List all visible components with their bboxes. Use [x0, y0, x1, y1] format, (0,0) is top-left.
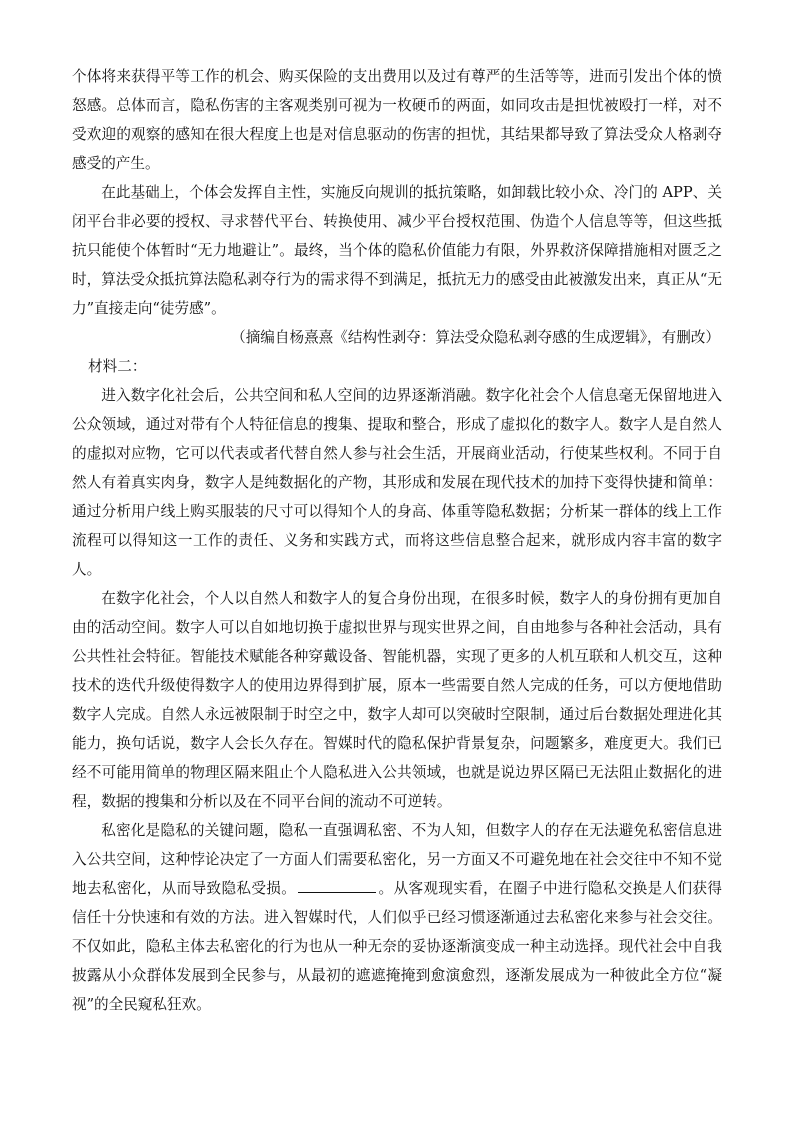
material-two-heading: 材料二： — [88, 358, 147, 375]
paragraph-5 — [72, 816, 722, 1019]
paragraph-3: 进入数字化社会后，公共空间和私人空间的边界逐渐消融。数字化社会个人信息毫无保留地进入公众领域，通过对带有个人特征信息的搜集、提取和整合，形成了虚拟化的数字人。数字人是自然人的虚拟对应物，它可以代表或者代替自然人参与社会生活，开展商业活动，行使某些权利。不同于自然人有着真实肉身，数字人是纯数据化的产物，其形成和发展在现代技术的加持下变得快捷和简单：通过分析用户线上购买服装的尺寸可以得知个人的身高、体重等隐私数据；分析某一群体的线上工作流程可以得知这一工作的责任、义务和实践方式，而将这些信息整合起来，就形成内容丰富的数字人。 — [72, 387, 722, 578]
paragraph-5-part-a: 私密化是隐私的关键问题，隐私一直强调私密、不为人知，但数字人的存在无法避免私密信息进入公共空间，这种悖论决定了一方面人们需要私密化，另一方面又不可避免地在社会交往中不知不觉地去私密化，从而导致隐私受损。 — [72, 822, 722, 897]
paragraph-4: 在数字化社会，个人以自然人和数字人的复合身份出现，在很多时候，数字人的身份拥有更加自由的活动空间。数字人可以自如地切换于虚拟世界与现实世界之间，自由地参与各种社会活动，具有公共性社会特征。智能技术赋能各种穿戴设备、智能机器，实现了更多的人机互联和人机交互，这种技术的迭代升级使得数字人的使用边界得到扩展，原本一些需要自然人完成的任务，可以方便地借助数字人完成。自然人永远被限制于时空之中，数字人却可以突破时空限制，通过后台数据处理进化其能力，换句话说，数字人会长久存在。智媒时代的隐私保护背景复杂，问题繁多，难度更大。我们已经不可能用简单的物理区隔来阻止个人隐私进入公共领域，也就是说边界区隔已无法阻止数据化的进程，数据的搜集和分析以及在不同平台间的流动不可逆转。 — [72, 590, 722, 810]
fill-in-blank-line — [298, 874, 376, 893]
paragraph-2: 在此基础上，个体会发挥自主性，实施反向规训的抵抗策略，如卸载比较小众、冷门的 APP、关闭平台非必要的授权、寻求替代平台、转换使用、减少平台授权范围、伪造个人信息等等，但这些抵抗只能使个体暂时“无力地避让”。最终，当个体的隐私价值能力有限，外界救济保障措施相对匮乏之时，算法受众抵抗算法隐私剥夺行为的需求得不到满足，抵抗无力的感受由此被激发出来，真正从“无力”直接走向“徒劳感”。 — [72, 184, 722, 317]
document-page — [72, 62, 722, 1019]
paragraph-1: 个体将来获得平等工作的机会、购买保险的支出费用以及过有尊严的生活等等，进而引发出个体的愤怒感。总体而言，隐私伤害的主客观类别可视为一枚硬币的两面，如同攻击是担忧被殴打一样，对不受欢迎的观察的感知在很大程度上也是对信息驱动的伤害的担忧，其结果都导致了算法受众人格剥夺感受的产生。 — [72, 68, 722, 172]
paragraph-5-part-b: 。从客观现实看，在圈子中进行隐私交换是人们获得信任十分快速和有效的方法。进入智媒时代，人们似乎已经习惯逐渐通过去私密化来参与社会交往。不仅如此，隐私主体去私密化的行为也从一种无奈的妥协逐渐演变成一种主动选择。现代社会中自我披露从小众群体发展到全民参与，从最初的遮遮掩掩到愈演愈烈，逐渐发展成为一种彼此全方位“凝视”的全民窥私狂欢。 — [72, 880, 722, 1013]
source-citation: （摘编自杨熹熹《结构性剥夺：算法受众隐私剥夺感的生成逻辑》，有删改） — [231, 329, 720, 346]
